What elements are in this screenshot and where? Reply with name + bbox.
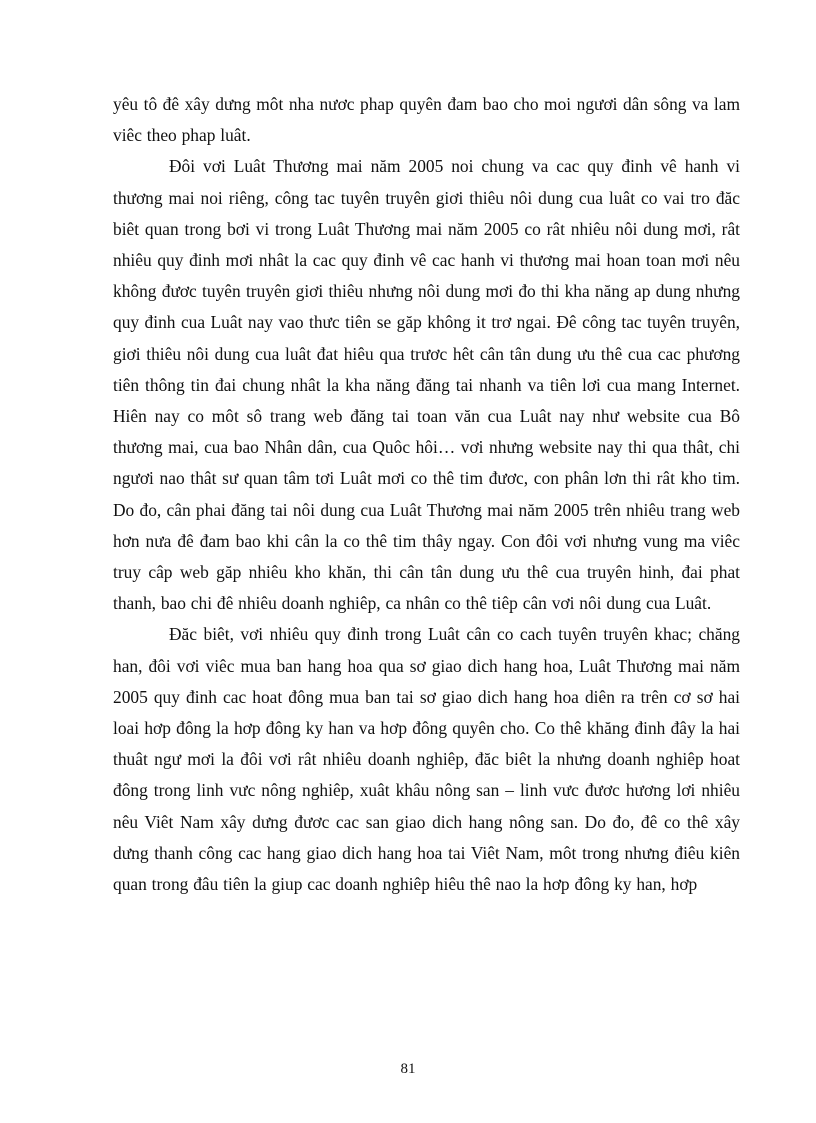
- paragraph-commodity-exchange: Đăc biêt, vơi nhiêu quy đinh trong Luât cân co cach tuyên truyên khac; chăng han, đôi vơi viêc mua ban hang hoa qua sơ giao dich hang hoa, Luât Thương mai năm 2005 quy đinh cac hoat đông mua ban tai sơ giao dich hang hoa diên ra trên cơ sơ hai loai hơp đông la hơp đông ky han va hơp đông quyên cho. Co thê khăng đinh đây la hai thuât ngư mơi la đôi vơi rât nhiêu doanh nghiêp, đăc biêt la nhưng doanh nghiêp hoat đông trong linh vưc nông nghiêp, xuât khâu nông san – linh vưc đươc hương lơi nhiêu nêu Viêt Nam xây dưng đươc cac san giao dich hang nông san. Do đo, đê co thê xây dưng thanh công cac hang giao dich hang hoa tai Viêt Nam, môt trong nhưng điêu kiên quan trong đâu tiên la giup cac doanh nghiêp hiêu thê nao la hơp đông ky han, hơp: [113, 624, 740, 895]
- paragraph-commercial-law-outreach: Đôi vơi Luât Thương mai năm 2005 noi chung va cac quy đinh vê hanh vi thương mai noi riêng, công tac tuyên truyên giơi thiêu nôi dung cua luât co vai tro đăc biêt quan trong bơi vi trong Luât Thương mai năm 2005 co rât nhiêu nôi dung mơi, rât nhiêu quy đinh mơi nhât la cac quy đinh vê cac hanh vi thương mai hoan toan mơi nêu không đươc tuyên truyên giơi thiêu nhưng nôi dung mơi đo thi kha năng ap dung nhưng quy đinh cua Luât nay vao thưc tiên se găp không it trơ ngai. Đê công tac tuyên truyên, giơi thiêu nôi dung cua luât đat hiêu qua trươc hêt cân tân dung ưu thê cua cac phương tiên thông tin đai chung nhât la kha năng đăng tai nhanh va tiên lơi cua mang Internet. Hiên nay co môt sô trang web đăng tai toan văn cua Luât nay như website cua Bô thương mai, cua bao Nhân dân, cua Quôc hôi… vơi nhưng website nay thi qua thât, chi ngươi nao thât sư quan tâm tơi Luât mơi co thê tim đươc, con phân lơn thi rât kho tim. Do đo, cân phai đăng tai nôi dung cua Luât Thương mai năm 2005 trên nhiêu trang web hơn nưa đê đam bao khi cân la co thê tim thây ngay. Con đôi vơi nhưng vung ma viêc truy câp web găp nhiêu kho khăn, thi cân tân dung ưu thê cua truyên hinh, đai phat thanh, bao chi đê nhiêu doanh nghiêp, ca nhân co thê tiêp cân vơi nôi dung cua Luât.: [113, 156, 740, 614]
- page-number: 81: [400, 1061, 416, 1077]
- paragraph-continuation: yêu tô đê xây dưng môt nha nươc phap quyên đam bao cho moi ngươi dân sông va lam viêc theo phap luât.: [113, 94, 740, 146]
- document-body: [113, 89, 740, 900]
